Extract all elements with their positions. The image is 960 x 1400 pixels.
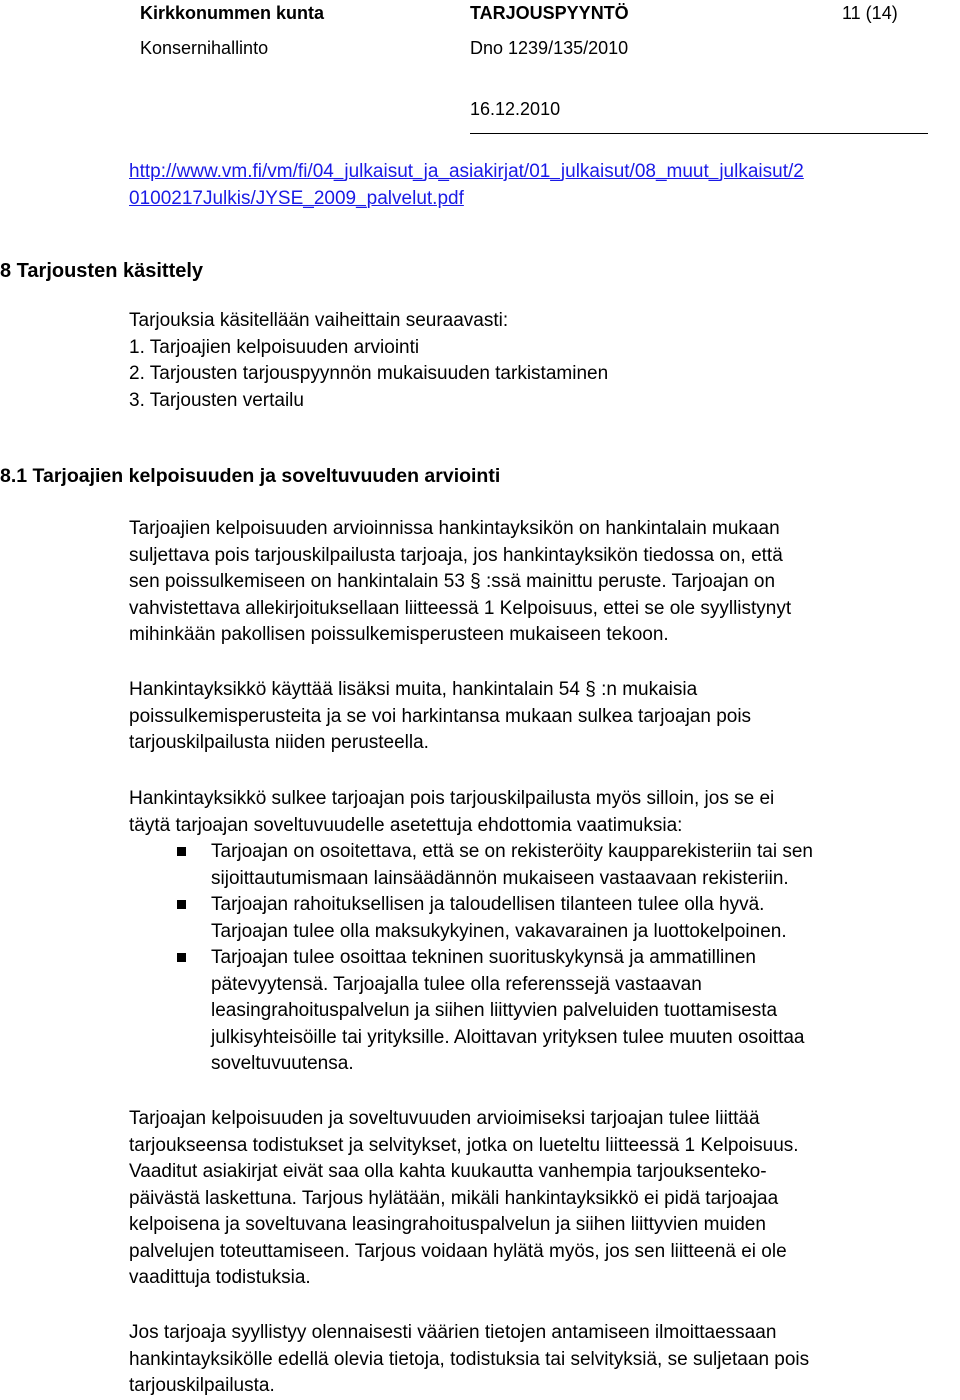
paragraph-documents: Tarjoajan kelpoisuuden ja soveltuvuuden arvioimiseksi tarjoajan tulee liittää tarjoukseensa todistukset ja selvitykset, jotka on lueteltu liitteessä 1 Kelpoisuus. Vaaditut asiakirjat eivät saa olla kahta kuukautta vanhempia tarjouksenteko- päivästä laskettuna. Tarjous hylätään, mikäli hankintayksikkö ei pidä tarjoajaa kelpoisena ja soveltuvana leasingrahoituspalvelun ja siihen liittyvien muiden palvelujen toteuttamiseen. Tarjous voidaan hylätä myös, jos sen liitteenä ei ole vaadittuja todistuksia.	[129, 1108, 799, 1288]
paragraph-additional-grounds: Hankintayksikkö käyttää lisäksi muita, hankintalain 54 § :n mukaisia poissulkemisperusteita ja se voi harkintansa mukaan sulkea tarjoajan pois tarjouskilpailusta niiden perusteella.	[129, 679, 752, 753]
section-8-intro: Tarjouksia käsitellään vaiheittain seuraavasti:	[129, 310, 509, 331]
page-number: 11 (14)	[842, 3, 898, 23]
paragraph-false-information: Jos tarjoaja syyllistyy olennaisesti väärien tietojen antamiseen ilmoittaessaan hankintayksikölle edellä olevia tietoja, todistuksia tai selvityksiä, se suljetaan pois tarjouskilpailusta.	[129, 1322, 810, 1396]
step-item: 3. Tarjousten vertailu	[129, 390, 304, 411]
department-name: Konsernihallinto	[140, 38, 269, 58]
square-bullet-icon	[177, 900, 186, 909]
section-8-1-heading: 8.1 Tarjoajien kelpoisuuden ja soveltuvuuden arviointi	[0, 465, 501, 487]
organization-name: Kirkkonummen kunta	[140, 3, 325, 23]
document-type: TARJOUSPYYNTÖ	[470, 3, 629, 23]
list-item: Tarjoajan tulee osoittaa tekninen suorituskykynsä ja ammatillinen pätevyytensä. Tarjoajalla tulee olla referenssejä vastaavan leasingrahoituspalvelun ja siihen liittyvien palveluiden tuottamisesta julkisyhteisöille tai yrityksille. Aloittavan yrityksen tulee muuten osoittaa soveltuvuutensa.	[129, 945, 959, 1078]
square-bullet-icon	[177, 847, 186, 856]
list-item: Tarjoajan rahoituksellisen ja taloudellisen tilanteen tulee olla hyvä. Tarjoajan tulee olla maksukykyinen, vakavarainen ja luottokelpoinen.	[129, 892, 959, 945]
document-date: 16.12.2010	[470, 99, 561, 119]
reference-link-line-2[interactable]: 0100217Julkis/JYSE_2009_palvelut.pdf	[129, 188, 464, 209]
paragraph-disqualification: Tarjoajien kelpoisuuden arvioinnissa hankintayksikön on hankintalain mukaan suljettava pois tarjouskilpailusta tarjoaja, jos hankintayksikön tiedossa on, että sen poissulkemiseen on hankintalain 53 § :ssä mainittu peruste. Tarjoajan on vahvistettava allekirjoituksellaan liitteessä 1 Kelpoisuus, ettei se ole syyllistynyt mihinkään pakollisen poissulkemisperusteen mukaiseen tekoon.	[129, 518, 792, 645]
list-item: Tarjoajan on osoitettava, että se on rekisteröity kaupparekisteriin tai sen sijoittautumismaan lainsäädännön mukaiseen vastaavaan rekisteriin.	[129, 839, 959, 892]
paragraph-suitability: Hankintayksikkö sulkee tarjoajan pois tarjouskilpailusta myös silloin, jos se ei täytä tarjoajan soveltuvuudelle asetettuja ehdottomia vaatimuksia:	[129, 788, 775, 836]
reference-link-line-1[interactable]: http://www.vm.fi/vm/fi/04_julkaisut_ja_asiakirjat/01_julkaisut/08_muut_julkaisut/2	[129, 161, 804, 182]
step-item: 2. Tarjousten tarjouspyynnön mukaisuuden tarkistaminen	[129, 363, 609, 384]
section-8-heading: 8 Tarjousten käsittely	[0, 260, 204, 282]
square-bullet-icon	[177, 953, 186, 962]
header-rule	[470, 133, 928, 134]
step-item: 1. Tarjoajien kelpoisuuden arviointi	[129, 337, 420, 358]
document-number: Dno 1239/135/2010	[470, 38, 629, 58]
requirements-list	[129, 839, 959, 1078]
